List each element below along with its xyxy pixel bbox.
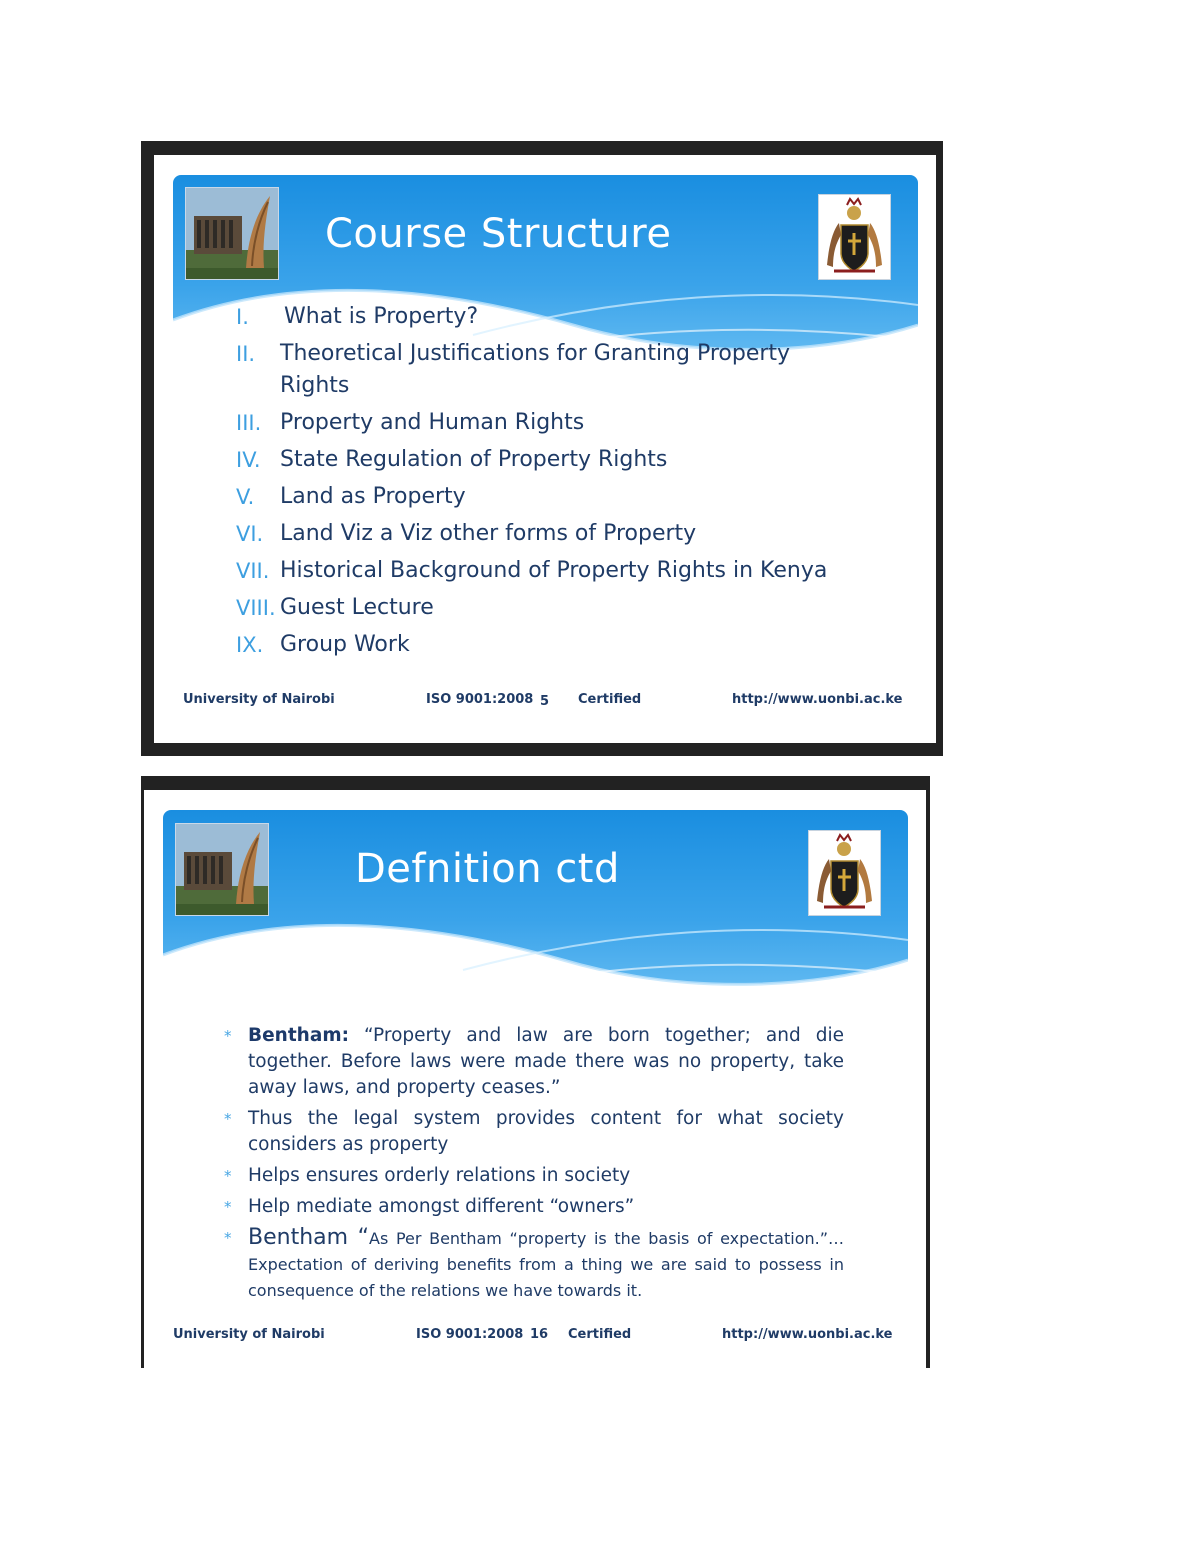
footer-iso: ISO 9001:2008 (426, 692, 534, 707)
footer-url: http://www.uonbi.ac.ke (732, 692, 903, 707)
footer-page-number: 5 (540, 694, 550, 709)
bullet-star-icon: * (224, 1027, 232, 1045)
outline-numeral: VIII. (236, 596, 276, 620)
slide-2 (144, 790, 926, 1368)
slide-1 (154, 155, 936, 743)
footer-url: http://www.uonbi.ac.ke (722, 1327, 893, 1342)
bullet-star-icon: * (224, 1229, 232, 1247)
outline-item (236, 338, 856, 402)
outline-text: Land Viz a Viz other forms of Property (280, 521, 697, 546)
bullet-text: As Per Bentham “property is the basis of expectation.”… (369, 1229, 844, 1248)
bullet-text: Thus the legal system provides content for what society considers as property (248, 1108, 844, 1155)
course-outline-list (236, 301, 856, 666)
footer-institution: University of Nairobi (173, 1327, 325, 1342)
footer-page-number: 16 (530, 1327, 549, 1342)
outline-numeral: IX. (236, 633, 264, 657)
coat-of-arms-icon (809, 831, 880, 915)
outline-text: Land as Property (280, 484, 466, 509)
outline-text: State Regulation of Property Rights (280, 447, 668, 472)
footer-certified: Certified (578, 692, 642, 707)
campus-photo (175, 823, 269, 916)
bullet-item (222, 1225, 844, 1304)
bullet-lead: Bentham “ (248, 1225, 370, 1250)
outline-item (236, 481, 856, 513)
bullet-subtext: Expectation of deriving benefits from a thing we are said to possess in consequence of the relations we have towards it. (248, 1255, 844, 1300)
outline-item (236, 592, 856, 624)
outline-item (236, 518, 856, 550)
outline-numeral: II. (236, 342, 256, 366)
footer-institution: University of Nairobi (183, 692, 335, 707)
outline-numeral: IV. (236, 448, 261, 472)
bullet-star-icon: * (224, 1110, 232, 1128)
bullet-item (222, 1106, 844, 1158)
campus-building-icon (186, 188, 278, 279)
slide-1-title: Course Structure (325, 211, 672, 257)
footer-iso: ISO 9001:2008 (416, 1327, 524, 1342)
outline-numeral: III. (236, 411, 262, 435)
footer-certified: Certified (568, 1327, 632, 1342)
banner-wave-graphic (163, 810, 908, 1010)
outline-numeral: V. (236, 485, 255, 509)
bullet-item (222, 1023, 844, 1101)
bullet-item (222, 1194, 844, 1220)
outline-text: Guest Lecture (280, 595, 434, 620)
definition-bullet-list (222, 1023, 844, 1309)
bullet-text: Helps ensures orderly relations in society (248, 1165, 631, 1186)
outline-text: Theoretical Justifications for Granting Property Rights (280, 341, 791, 398)
slide-2-banner (163, 810, 908, 1010)
campus-building-icon (176, 824, 268, 915)
outline-numeral: I. (236, 305, 249, 329)
outline-item (236, 301, 856, 333)
bullet-label: Bentham: (248, 1025, 349, 1046)
coat-of-arms-icon (819, 195, 890, 279)
campus-photo (185, 187, 279, 280)
bullet-star-icon: * (224, 1198, 232, 1216)
outline-text: Property and Human Rights (280, 410, 585, 435)
bullet-text: “Property and law are born together; and die together. Before laws were made there was no property, take away laws, and property ceases.” (248, 1025, 844, 1098)
outline-text: Group Work (280, 632, 410, 657)
slide-2-title: Defnition ctd (355, 846, 620, 892)
bullet-text: Help mediate amongst different “owners” (248, 1196, 635, 1217)
outline-item (236, 444, 856, 476)
outline-item (236, 555, 856, 587)
outline-text: Historical Background of Property Rights in Kenya (280, 558, 828, 583)
outline-text: What is Property? (284, 304, 479, 329)
outline-numeral: VII. (236, 559, 270, 583)
university-crest (818, 194, 891, 280)
outline-item (236, 407, 856, 439)
outline-item (236, 629, 856, 661)
university-crest (808, 830, 881, 916)
bullet-item (222, 1163, 844, 1189)
bullet-star-icon: * (224, 1167, 232, 1185)
outline-numeral: VI. (236, 522, 264, 546)
